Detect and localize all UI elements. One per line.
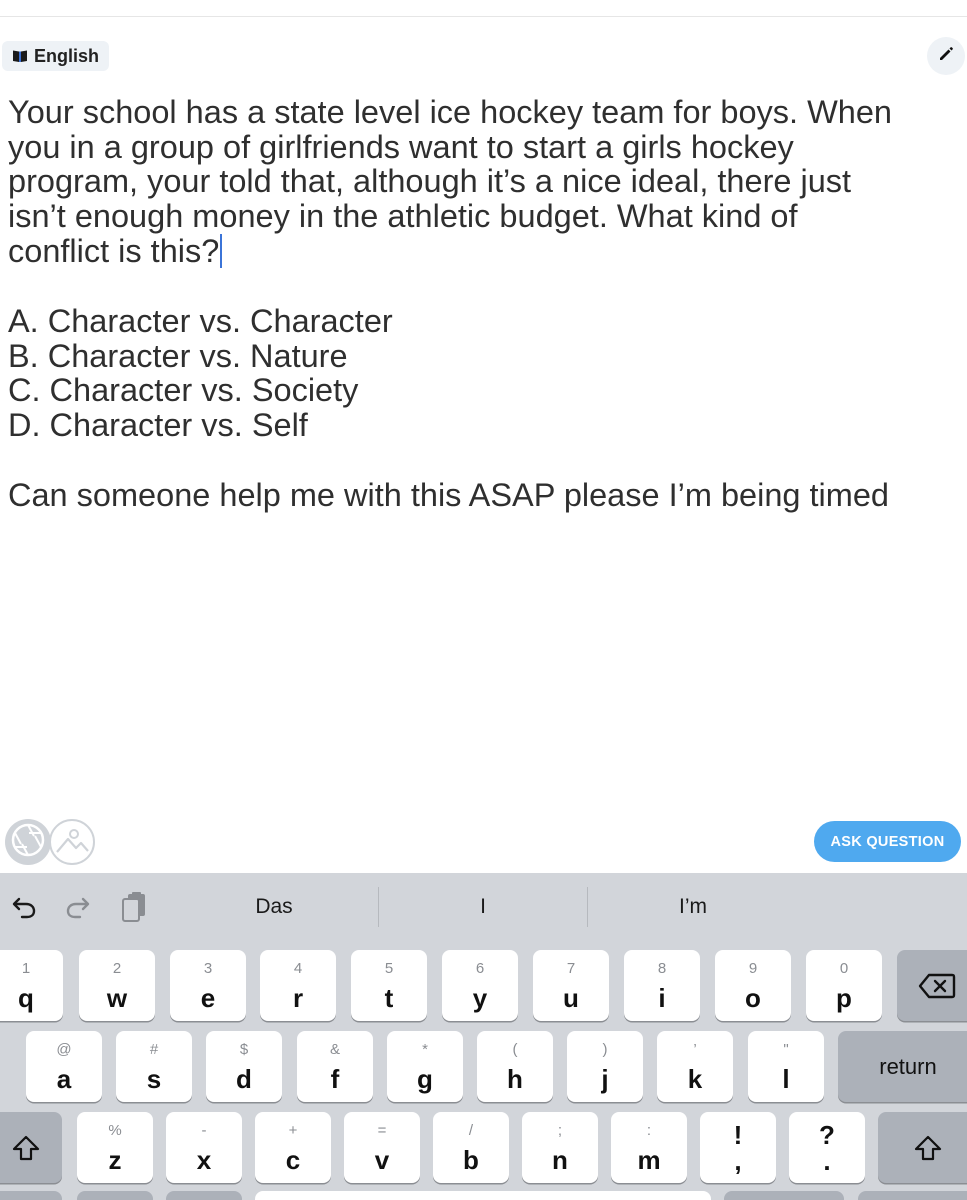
redo-icon[interactable] <box>62 891 94 923</box>
return-label: return <box>879 1053 937 1079</box>
key-q[interactable] <box>0 950 63 1021</box>
key-secondary: 1 <box>21 960 31 977</box>
book-icon <box>12 49 28 63</box>
key-secondary: 3 <box>203 960 213 977</box>
key-secondary: * <box>422 1041 428 1058</box>
shift-key-right[interactable] <box>878 1112 967 1183</box>
key-primary: s <box>146 1064 162 1094</box>
key-primary: x <box>196 1145 212 1175</box>
text-caret <box>220 234 222 268</box>
key-i[interactable] <box>624 950 700 1021</box>
key-primary: j <box>601 1064 609 1094</box>
key-primary: v <box>374 1145 390 1175</box>
key-primary: b <box>463 1145 479 1175</box>
key-secondary: 6 <box>475 960 485 977</box>
keyboard-toolbar <box>0 873 967 941</box>
undo-icon[interactable] <box>8 891 40 923</box>
globe-key[interactable] <box>77 1191 153 1200</box>
subject-label: English <box>34 45 100 66</box>
key-b[interactable] <box>433 1112 509 1183</box>
option-b: B. Character vs. Nature <box>8 337 348 374</box>
shift-icon <box>0 1112 62 1183</box>
key-d[interactable] <box>206 1031 282 1102</box>
mic-key[interactable] <box>166 1191 242 1200</box>
key-secondary: 4 <box>293 960 303 977</box>
pencil-icon <box>937 45 955 68</box>
key-primary: c <box>285 1145 301 1175</box>
key-e[interactable] <box>170 950 246 1021</box>
key-w[interactable] <box>79 950 155 1021</box>
suggestion-3[interactable]: I’m <box>679 895 707 918</box>
option-c: C. Character vs. Society <box>8 372 359 409</box>
key-secondary: = <box>377 1122 387 1139</box>
key-secondary: ) <box>602 1041 608 1058</box>
key-secondary: ; <box>557 1122 563 1139</box>
key-secondary: " <box>783 1041 789 1058</box>
space-key[interactable] <box>255 1191 711 1200</box>
suggestion-1[interactable]: Das <box>255 895 293 918</box>
backspace-icon <box>897 950 967 1021</box>
key-primary: a <box>56 1064 72 1094</box>
hide-keyboard-key[interactable] <box>858 1191 967 1200</box>
key-primary: r <box>292 983 304 1013</box>
key-primary: y <box>472 983 488 1013</box>
key-secondary: # <box>149 1041 159 1058</box>
numbers-key-right[interactable] <box>724 1191 844 1200</box>
delete-key[interactable] <box>897 950 967 1021</box>
key-p[interactable] <box>806 950 882 1021</box>
question-body: Your school has a state level ice hockey team for boys. When you in a group of girlfriends want to start a girls hockey program, your told that, although it’s a nice ideal, there just isn’t enough money in the athletic budget. What kind of conflict is this? <box>8 94 892 269</box>
key-a[interactable] <box>26 1031 102 1102</box>
camera-icon <box>10 822 46 863</box>
key-secondary: 8 <box>657 960 667 977</box>
option-a: A. Character vs. Character <box>8 303 393 339</box>
key-t[interactable] <box>351 950 427 1021</box>
key-g[interactable] <box>387 1031 463 1102</box>
key-k[interactable] <box>657 1031 733 1102</box>
key-primary: z <box>108 1145 122 1175</box>
key-primary: f <box>330 1064 340 1094</box>
numbers-key[interactable] <box>0 1191 62 1200</box>
photo-icon <box>54 822 90 863</box>
key-l[interactable] <box>748 1031 824 1102</box>
key-y[interactable] <box>442 950 518 1021</box>
key-secondary: 0 <box>839 960 849 977</box>
key-primary: e <box>200 983 216 1013</box>
key-primary: h <box>507 1064 523 1094</box>
key-f[interactable] <box>297 1031 373 1102</box>
key-secondary: / <box>468 1122 474 1139</box>
key-primary: p <box>836 983 852 1013</box>
suggestion-2[interactable]: I <box>480 895 486 918</box>
key-secondary: 2 <box>112 960 122 977</box>
key-s[interactable] <box>116 1031 192 1102</box>
key-secondary: $ <box>239 1041 249 1058</box>
key-primary: m <box>637 1145 661 1175</box>
key-primary: d <box>236 1064 252 1094</box>
onscreen-keyboard <box>0 873 967 1200</box>
key-bottom-char: . <box>823 1146 831 1176</box>
key-primary: k <box>687 1064 703 1094</box>
key-m[interactable] <box>611 1112 687 1183</box>
key-secondary: 9 <box>748 960 758 977</box>
key-secondary: : <box>646 1122 652 1139</box>
key-question-period[interactable] <box>789 1112 865 1183</box>
top-divider <box>0 16 967 17</box>
key-secondary: 7 <box>566 960 576 977</box>
key-r[interactable] <box>260 950 336 1021</box>
key-primary: o <box>745 983 761 1013</box>
shift-key-left[interactable] <box>0 1112 62 1183</box>
key-primary: n <box>552 1145 568 1175</box>
return-key[interactable] <box>838 1031 967 1102</box>
key-primary: q <box>18 983 34 1013</box>
key-secondary: - <box>201 1122 207 1139</box>
key-secondary: ’ <box>693 1041 697 1058</box>
key-top-char: ? <box>819 1120 835 1150</box>
key-secondary: @ <box>56 1041 72 1058</box>
key-x[interactable] <box>166 1112 242 1183</box>
key-secondary: + <box>288 1122 298 1139</box>
question-plea: Can someone help me with this ASAP please I’m being timed <box>8 477 889 513</box>
question-textarea[interactable] <box>8 95 958 269</box>
photo-button[interactable] <box>49 819 95 865</box>
key-u[interactable] <box>533 950 609 1021</box>
key-primary: w <box>106 983 128 1013</box>
key-secondary: & <box>329 1041 340 1058</box>
key-secondary: % <box>108 1122 122 1139</box>
key-primary: t <box>384 983 394 1013</box>
key-secondary: 5 <box>384 960 394 977</box>
edit-button[interactable] <box>927 37 965 75</box>
subject-chip[interactable] <box>2 41 109 71</box>
key-bottom-char: , <box>734 1146 742 1176</box>
key-h[interactable] <box>477 1031 553 1102</box>
key-z[interactable] <box>77 1112 153 1183</box>
key-n[interactable] <box>522 1112 598 1183</box>
key-o[interactable] <box>715 950 791 1021</box>
option-d: D. Character vs. Self <box>8 407 308 444</box>
answer-options <box>8 304 393 443</box>
key-primary: l <box>782 1064 790 1094</box>
clipboard-icon[interactable] <box>118 891 150 923</box>
key-primary: u <box>563 983 579 1013</box>
key-j[interactable] <box>567 1031 643 1102</box>
key-c[interactable] <box>255 1112 331 1183</box>
camera-button[interactable] <box>5 819 51 865</box>
ask-question-button[interactable]: ASK QUESTION <box>814 821 961 862</box>
key-primary: g <box>417 1064 433 1094</box>
shift-icon <box>878 1112 967 1183</box>
key-primary: i <box>658 983 666 1013</box>
key-secondary: ( <box>512 1041 518 1058</box>
key-exclamation-comma[interactable] <box>700 1112 776 1183</box>
key-top-char: ! <box>733 1120 743 1150</box>
key-v[interactable] <box>344 1112 420 1183</box>
